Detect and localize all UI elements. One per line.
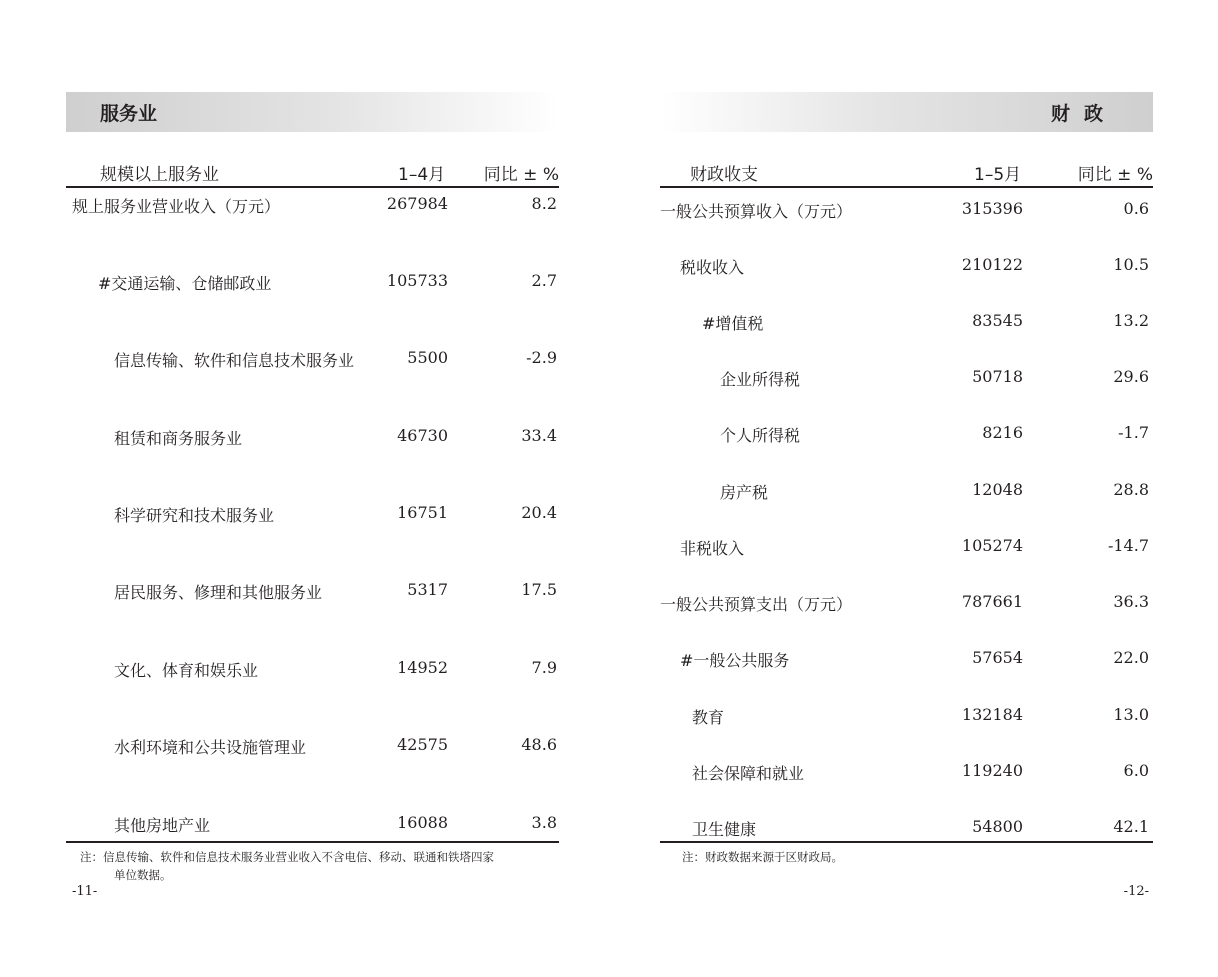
- row-label: #增值税: [702, 314, 764, 333]
- table-header: [660, 158, 1153, 188]
- row-value: 54800: [972, 817, 1023, 836]
- row-yoy: 20.4: [521, 503, 557, 522]
- row-value: 8216: [982, 423, 1023, 442]
- row-label: #一般公共服务: [680, 651, 790, 670]
- footnote-line: 单位数据。: [114, 868, 172, 882]
- table-header: [66, 158, 559, 188]
- section-title: 财政: [1050, 102, 1117, 125]
- section-title: 服务业: [100, 102, 158, 125]
- row-yoy: 7.9: [531, 658, 557, 677]
- column-header-period: 1–4月: [398, 165, 446, 185]
- page-services: [66, 0, 559, 977]
- table-row: [66, 271, 559, 297]
- row-value: 5317: [407, 580, 448, 599]
- row-yoy: -14.7: [1107, 536, 1149, 555]
- row-yoy: 28.8: [1113, 480, 1149, 499]
- table-row: [660, 648, 1153, 674]
- page-number: -11-: [72, 884, 98, 899]
- row-yoy: 17.5: [521, 580, 557, 599]
- row-yoy: 13.2: [1113, 311, 1149, 330]
- row-value: 16088: [397, 813, 448, 832]
- row-value: 787661: [961, 592, 1023, 611]
- row-value: 57654: [972, 648, 1023, 667]
- row-value: 210122: [961, 255, 1023, 274]
- row-label: 企业所得税: [720, 370, 801, 389]
- row-value: 105274: [961, 536, 1023, 555]
- table-row: [66, 194, 559, 220]
- row-value: 16751: [397, 503, 448, 522]
- table-row: [66, 735, 559, 761]
- row-yoy: 6.0: [1123, 761, 1149, 780]
- row-label: 信息传输、软件和信息技术服务业: [114, 351, 355, 370]
- row-value: 14952: [397, 658, 448, 677]
- row-value: 315396: [961, 199, 1023, 218]
- row-label: 居民服务、修理和其他服务业: [114, 583, 323, 602]
- column-header-name: 规模以上服务业: [100, 165, 219, 185]
- row-label: 一般公共预算支出（万元）: [660, 595, 853, 614]
- table-row: [66, 503, 559, 529]
- row-yoy: 13.0: [1113, 705, 1149, 724]
- row-yoy: 8.2: [531, 194, 557, 213]
- row-label: 非税收入: [680, 539, 745, 558]
- row-value: 12048: [972, 480, 1023, 499]
- row-yoy: 33.4: [521, 426, 557, 445]
- row-value: 105733: [386, 271, 448, 290]
- table-row: [660, 311, 1153, 337]
- row-value: 5500: [407, 348, 448, 367]
- row-label: 教育: [692, 708, 725, 727]
- row-label: 社会保障和就业: [692, 764, 805, 783]
- row-yoy: -1.7: [1118, 423, 1149, 442]
- row-label: 水利环境和公共设施管理业: [114, 738, 307, 757]
- table-row: [66, 348, 559, 374]
- table-row: [660, 761, 1153, 787]
- table-row: [660, 536, 1153, 562]
- table-bottom-rule: [66, 841, 559, 843]
- row-value: 267984: [386, 194, 448, 213]
- page-finance: [660, 0, 1153, 977]
- page-number: -12-: [1123, 884, 1149, 899]
- row-value: 83545: [972, 311, 1023, 330]
- row-yoy: 2.7: [531, 271, 557, 290]
- row-label: 科学研究和技术服务业: [114, 506, 275, 525]
- row-label: 房产税: [720, 483, 769, 502]
- row-label: 税收收入: [680, 258, 745, 277]
- table-row: [660, 817, 1153, 843]
- row-yoy: 0.6: [1123, 199, 1149, 218]
- column-header-yoy: 同比 ± %: [483, 165, 559, 185]
- table-row: [66, 813, 559, 839]
- row-value: 50718: [972, 367, 1023, 386]
- row-yoy: 42.1: [1113, 817, 1149, 836]
- row-yoy: 29.6: [1113, 367, 1149, 386]
- row-label: 规上服务业营业收入（万元）: [72, 197, 281, 216]
- row-label: 卫生健康: [692, 820, 757, 839]
- column-header-name: 财政收支: [690, 165, 758, 185]
- row-label: 文化、体育和娱乐业: [114, 661, 259, 680]
- row-value: 42575: [397, 735, 448, 754]
- row-label: 租赁和商务服务业: [114, 429, 243, 448]
- column-header-period: 1–5月: [974, 165, 1022, 185]
- footnote-line: 注：信息传输、软件和信息技术服务业营业收入不含电信、移动、联通和铁塔四家: [80, 850, 494, 864]
- row-label: 其他房地产业: [114, 816, 211, 835]
- row-label: 一般公共预算收入（万元）: [660, 202, 853, 221]
- table-row: [660, 592, 1153, 618]
- table-row: [660, 705, 1153, 731]
- table-row: [660, 255, 1153, 281]
- table-row: [66, 426, 559, 452]
- table-row: [660, 480, 1153, 506]
- table-row: [660, 367, 1153, 393]
- row-label: 个人所得税: [720, 426, 801, 445]
- table-row: [660, 423, 1153, 449]
- row-yoy: 10.5: [1113, 255, 1149, 274]
- table-row: [66, 580, 559, 606]
- section-banner-services: [66, 92, 559, 132]
- section-banner-finance: [660, 92, 1153, 132]
- row-value: 46730: [397, 426, 448, 445]
- footnote: 注：财政数据来源于区财政局。: [682, 850, 843, 864]
- row-value: 119240: [961, 761, 1023, 780]
- row-label: #交通运输、仓储邮政业: [98, 274, 272, 293]
- row-yoy: 48.6: [521, 735, 557, 754]
- row-yoy: 3.8: [531, 813, 557, 832]
- footnote: [80, 848, 570, 884]
- column-header-yoy: 同比 ± %: [1077, 165, 1153, 185]
- row-value: 132184: [961, 705, 1023, 724]
- row-yoy: -2.9: [526, 348, 557, 367]
- row-yoy: 22.0: [1113, 648, 1149, 667]
- row-yoy: 36.3: [1113, 592, 1149, 611]
- table-row: [66, 658, 559, 684]
- table-row: [660, 199, 1153, 225]
- table-bottom-rule: [660, 841, 1153, 843]
